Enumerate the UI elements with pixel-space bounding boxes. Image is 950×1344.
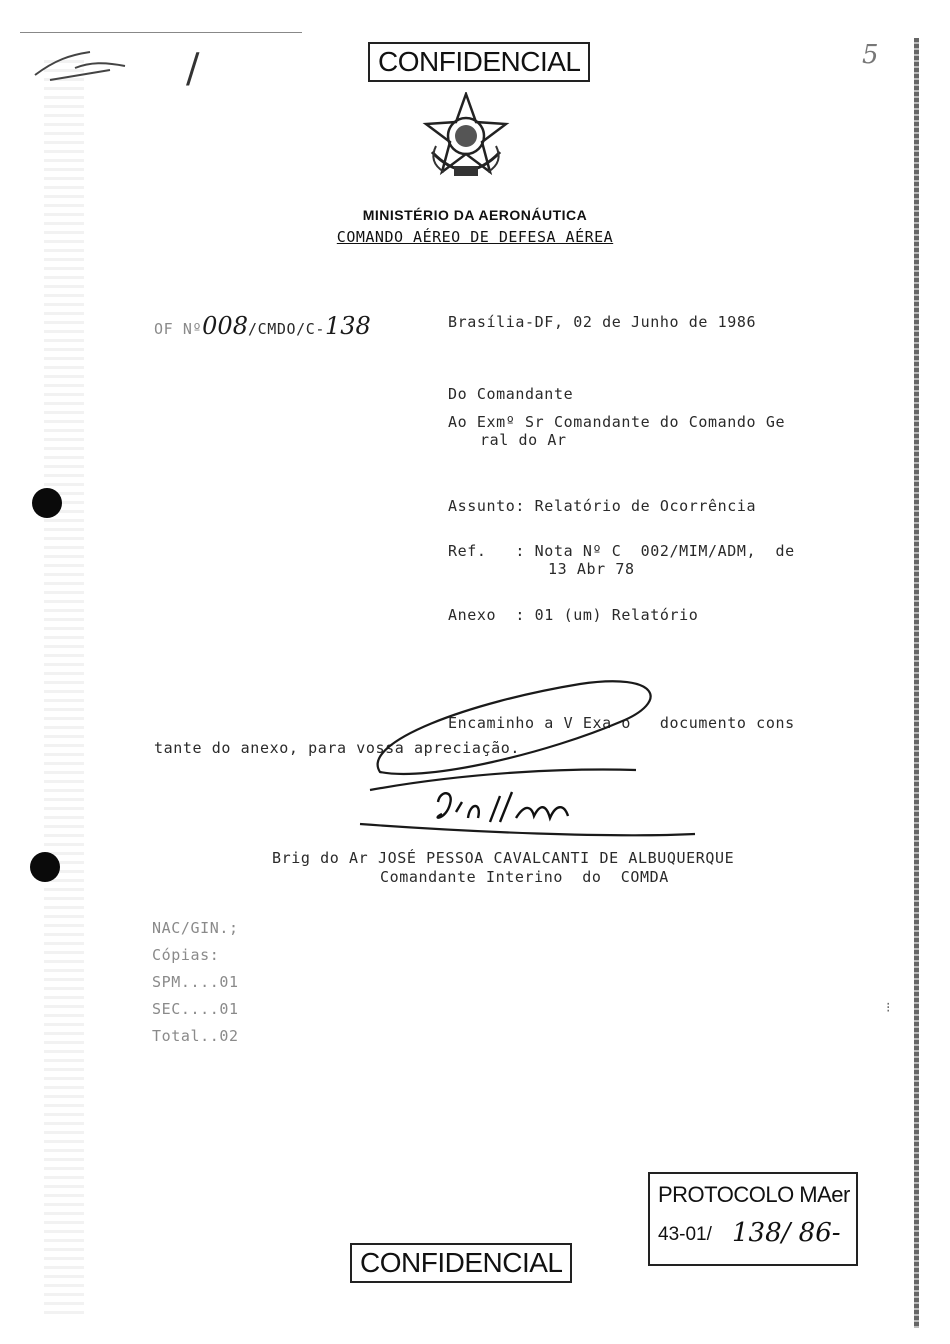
- margin-scribble: [30, 40, 130, 85]
- ref-line-1: Ref. : Nota Nº C 002/MIM/ADM, de: [448, 542, 795, 560]
- margin-dots: ⁝: [886, 1000, 891, 1016]
- ref-line-2: 13 Abr 78: [548, 560, 635, 578]
- reference-code: /CMDO/C-: [247, 320, 326, 338]
- protocol-number-printed: 43-01/: [658, 1224, 712, 1245]
- office-reference: [154, 312, 371, 340]
- margin-slash-mark: /: [186, 46, 200, 92]
- signatory-name: Brig do Ar JOSÉ PESSOA CAVALCANTI DE ALBUQUERQUE: [272, 849, 735, 867]
- place-date: Brasília-DF, 02 de Junho de 1986: [448, 313, 757, 331]
- recipient-line-1: Ao Exmº Sr Comandante do Comando Ge: [448, 413, 786, 431]
- protocol-stamp: [648, 1172, 858, 1266]
- hole-punch-upper: [32, 488, 62, 518]
- coat-of-arms-emblem: [422, 92, 510, 186]
- protocol-number-handwritten: 138/ 86-: [732, 1218, 841, 1248]
- protocol-title: PROTOCOLO MAer: [658, 1182, 850, 1207]
- top-left-rule: [20, 32, 302, 33]
- copies-total: Total..02: [152, 1027, 239, 1045]
- copies-sec: SEC....01: [152, 1000, 239, 1018]
- recipient-line-2: ral do Ar: [480, 431, 567, 449]
- confidential-stamp-bottom: CONFIDENCIAL: [350, 1243, 572, 1283]
- page-number-mark: 5: [862, 40, 879, 70]
- reference-code-handwritten: 138: [325, 312, 371, 340]
- sender-line: Do Comandante: [448, 385, 574, 403]
- annex-line: Anexo : 01 (um) Relatório: [448, 606, 699, 624]
- reference-prefix: OF Nº: [154, 320, 203, 338]
- confidential-stamp-top: CONFIDENCIAL: [368, 42, 590, 82]
- reference-number-handwritten: 008: [202, 312, 248, 340]
- command-heading: COMANDO AÉREO DE DEFESA AÉREA: [336, 228, 614, 246]
- body-line-1: Encaminho a V Exa o documento cons: [448, 714, 795, 732]
- initials-line: NAC/GIN.;: [152, 919, 239, 937]
- handwritten-signature: [350, 672, 710, 852]
- copies-label: Cópias:: [152, 946, 220, 964]
- copies-spm: SPM....01: [152, 973, 239, 991]
- ministry-heading: MINISTÉRIO DA AERONÁUTICA: [362, 207, 588, 223]
- signatory-title: Comandante Interino do COMDA: [380, 868, 669, 886]
- left-scan-shadow: [44, 60, 84, 1320]
- subject-line: Assunto: Relatório de Ocorrência: [448, 497, 757, 515]
- body-line-2: tante do anexo, para vossa apreciação.: [154, 739, 520, 757]
- hole-punch-lower: [30, 852, 60, 882]
